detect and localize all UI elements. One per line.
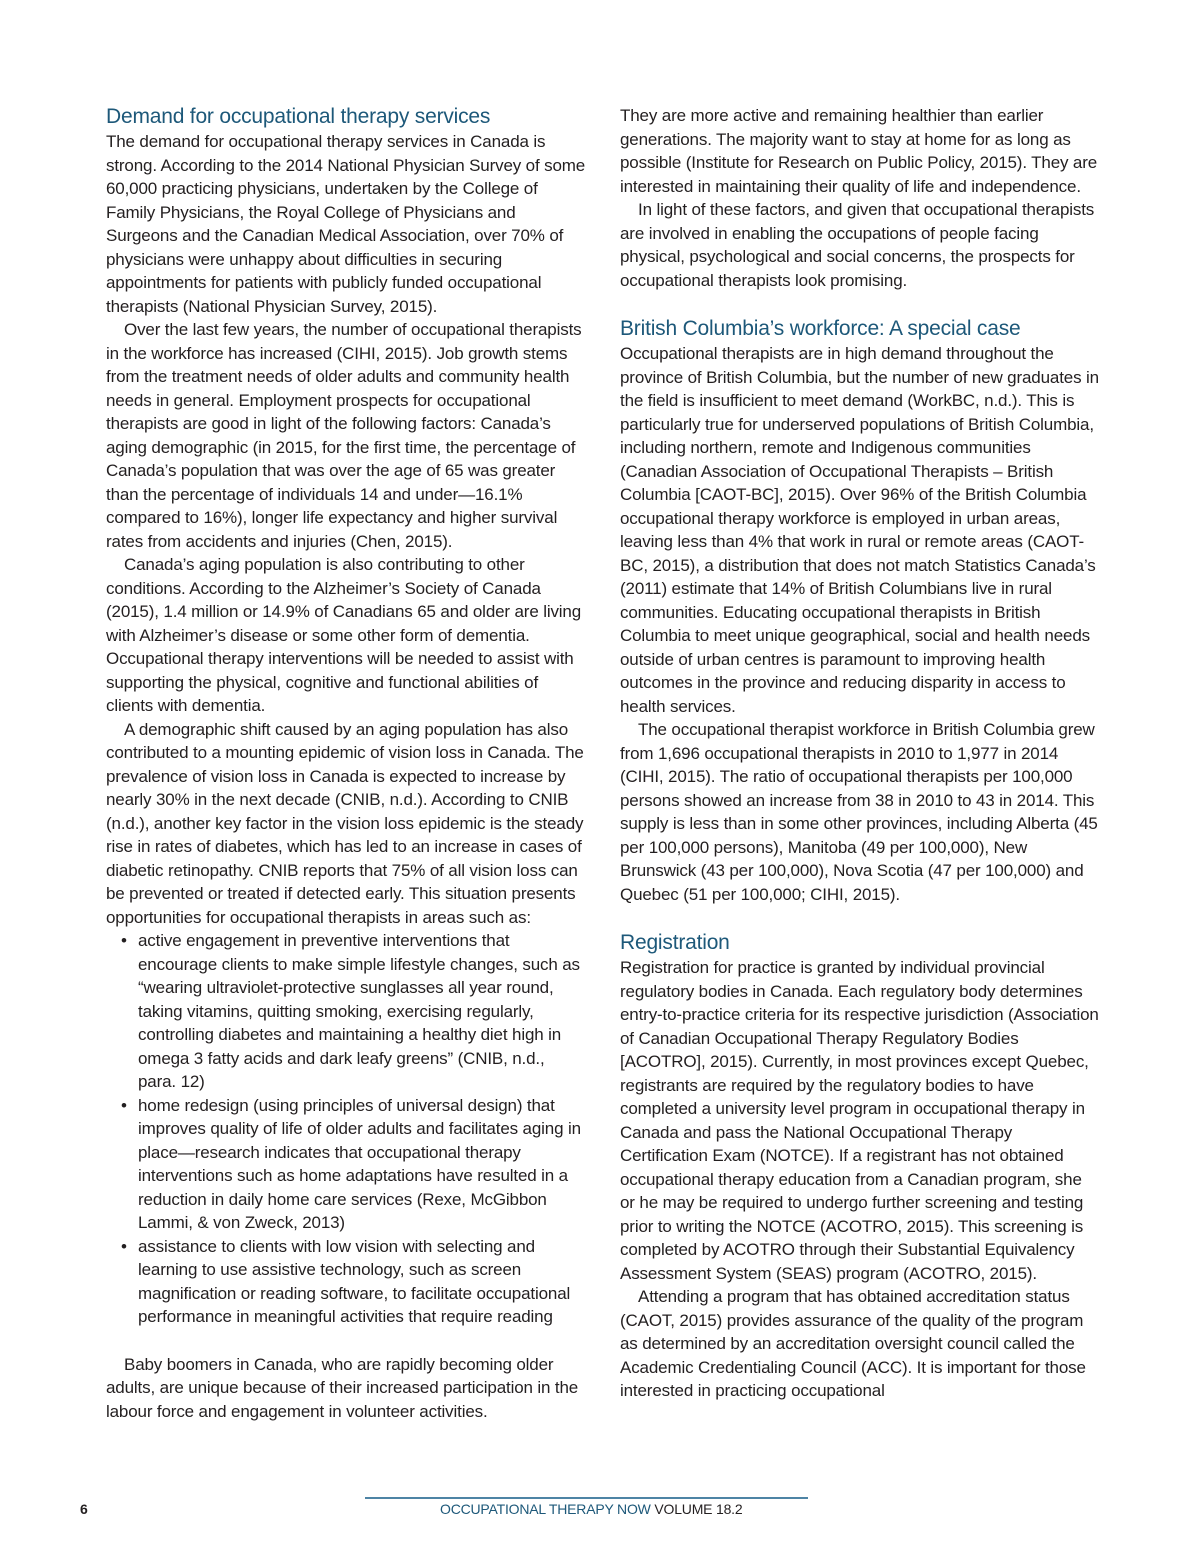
list-item	[121, 1235, 586, 1329]
spacer	[620, 292, 1100, 316]
paragraph: Occupational therapists are in high demand throughout the province of British Columbia, but the number of new graduates in the field is insufficient to meet demand (WorkBC, n.d.). This is particularly true for underserved populations of British Columbia, including northern, remote and Indigenous communities (Canadian Association of Occupational Therapists – British Columbia [CAOT-BC], 2015). Over 96% of the British Columbia occupational therapy workforce is employed in urban areas, leaving less than 4% that work in rural or remote areas (CAOT-BC, 2015), a distribution that does not match Statistics Canada’s (2011) estimate that 14% of British Columbians live in rural communities. Educating occupational therapists in British Columbia to meet unique geographical, social and health needs outside of urban centres is paramount to improving health outcomes in the province and reducing disparity in access to health services.	[620, 344, 1099, 716]
magazine-title: OCCUPATIONAL THERAPY NOW	[440, 1501, 651, 1517]
left-column	[106, 104, 586, 1423]
list-item-text: home redesign (using principles of universal design) that improves quality of life of older adults and facilitates aging in place—research indicates that occupational therapy interventions such as home adaptations have resulted in a reduction in daily home care services (Rexe, McGibbon Lammi, & von Zweck, 2013)	[138, 1095, 581, 1232]
paragraph: The occupational therapist workforce in British Columbia grew from 1,696 occupational therapists in 2010 to 1,977 in 2014 (CIHI, 2015). The ratio of occupational therapists per 100,000 persons showed an increase from 38 in 2010 to 43 in 2014. This supply is less than in some other provinces, including Alberta (45 per 100,000 persons), Manitoba (49 per 100,000), New Brunswick (43 per 100,000), Nova Scotia (47 per 100,000) and Quebec (51 per 100,000; CIHI, 2015).	[620, 720, 1098, 904]
paragraph: In light of these factors, and given that occupational therapists are involved in enabling the occupations of people facing physical, psychological and social concerns, the prospects for occupational therapists look promising.	[620, 200, 1095, 290]
list-item	[121, 1094, 586, 1235]
section-heading-british-columbia: British Columbia’s workforce: A special case	[620, 317, 1021, 340]
paragraph: Canada’s aging population is also contributing to other conditions. According to the Alzheimer’s Society of Canada (2015), 1.4 million or 14.9% of Canadians 65 and older are living with Alzheimer’s disease or some other form of dementia. Occupational therapy interventions will be needed to assist with supporting the physical, cognitive and functional abilities of clients with dementia.	[106, 555, 582, 715]
page-number: 6	[80, 1501, 88, 1517]
bullet-list	[106, 929, 586, 1329]
paragraph: Over the last few years, the number of occupational therapists in the workforce has increased (CIHI, 2015). Job growth stems from the treatment needs of older adults and community health needs in general. Employment prospects for occupational therapists are good in light of the following factors: Canada’s aging demographic (in 2015, for the first time, the percentage of Canada’s population that was over the age of 65 was greater than the percentage of individuals 14 and under—16.1% compared to 16%), longer life expectancy and higher survival rates from accidents and injuries (Chen, 2015).	[106, 320, 582, 551]
paragraph: The demand for occupational therapy services in Canada is strong. According to the 2014 National Physician Survey of some 60,000 practicing physicians, undertaken by the College of Family Physicians, the Royal College of Physicians and Surgeons and the Canadian Medical Association, over 70% of physicians were unhappy about difficulties in securing appointments for patients with publicly funded occupational therapists (National Physician Survey, 2015).	[106, 132, 586, 316]
section-heading-registration: Registration	[620, 931, 730, 954]
paragraph: They are more active and remaining healthier than earlier generations. The majority want to stay at home for as long as possible (Institute for Research on Public Policy, 2015). They are interested in maintaining their quality of life and independence.	[620, 106, 1098, 196]
paragraph: A demographic shift caused by an aging population has also contributed to a mounting epidemic of vision loss in Canada. The prevalence of vision loss in Canada is expected to increase by nearly 30% in the next decade (CNIB, n.d.). According to CNIB (n.d.), another key factor in the vision loss epidemic is the steady rise in rates of diabetes, which has led to an increase in cases of diabetic retinopathy. CNIB reports that 75% of all vision loss can be prevented or treated if detected early. This situation presents opportunities for occupational therapists in areas such as:	[106, 719, 584, 927]
paragraph: Baby boomers in Canada, who are rapidly becoming older adults, are unique because of their increased participation in the labour force and engagement in volunteer activities.	[106, 1354, 579, 1421]
running-footer	[440, 1501, 742, 1517]
paragraph: Attending a program that has obtained accreditation status (CAOT, 2015) provides assurance of the quality of the program as determined by an accreditation oversight council called the Academic Credentialing Council (ACC). It is important for those interested in practicing occupational	[620, 1287, 1086, 1400]
bullet-icon: •	[121, 931, 127, 950]
list-item-text: assistance to clients with low vision with selecting and learning to use assistive technology, such as screen magnification or reading software, to facilitate occupational performance in meaningful activities that require reading	[138, 1236, 571, 1326]
spacer	[620, 906, 1100, 930]
list-item	[121, 929, 586, 1094]
right-column	[620, 104, 1100, 1403]
bullet-icon: •	[121, 1236, 127, 1256]
spacer	[106, 1329, 586, 1353]
footer-divider	[365, 1497, 808, 1499]
section-heading-demand: Demand for occupational therapy services	[106, 105, 491, 128]
list-item-text: active engagement in preventive interventions that encourage clients to make simple lifestyle changes, such as “wearing ultraviolet-protective sunglasses all year round, taking vitamins, quitting smoking, exercising regularly, controlling diabetes and maintaining a healthy diet high in omega 3 fatty acids and dark leafy greens” (CNIB, n.d., para. 12)	[138, 931, 580, 1091]
bullet-icon: •	[121, 1095, 127, 1115]
volume-label: VOLUME 18.2	[654, 1501, 743, 1517]
paragraph: Registration for practice is granted by individual provincial regulatory bodies in Canada. Each regulatory body determines entry-to-practice criteria for its respective jurisdiction (Association of Canadian Occupational Therapy Regulatory Bodies [ACOTRO], 2015). Currently, in most provinces except Quebec, registrants are required by the regulatory bodies to have completed a university level program in occupational therapy in Canada and pass the National Occupational Therapy Certification Exam (NOTCE). If a registrant has not obtained occupational therapy education from a Canadian program, she or he may be required to undergo further screening and testing prior to writing the NOTCE (ACOTRO, 2015). This screening is completed by ACOTRO through their Substantial Equivalency Assessment System (SEAS) program (ACOTRO, 2015).	[620, 958, 1099, 1283]
